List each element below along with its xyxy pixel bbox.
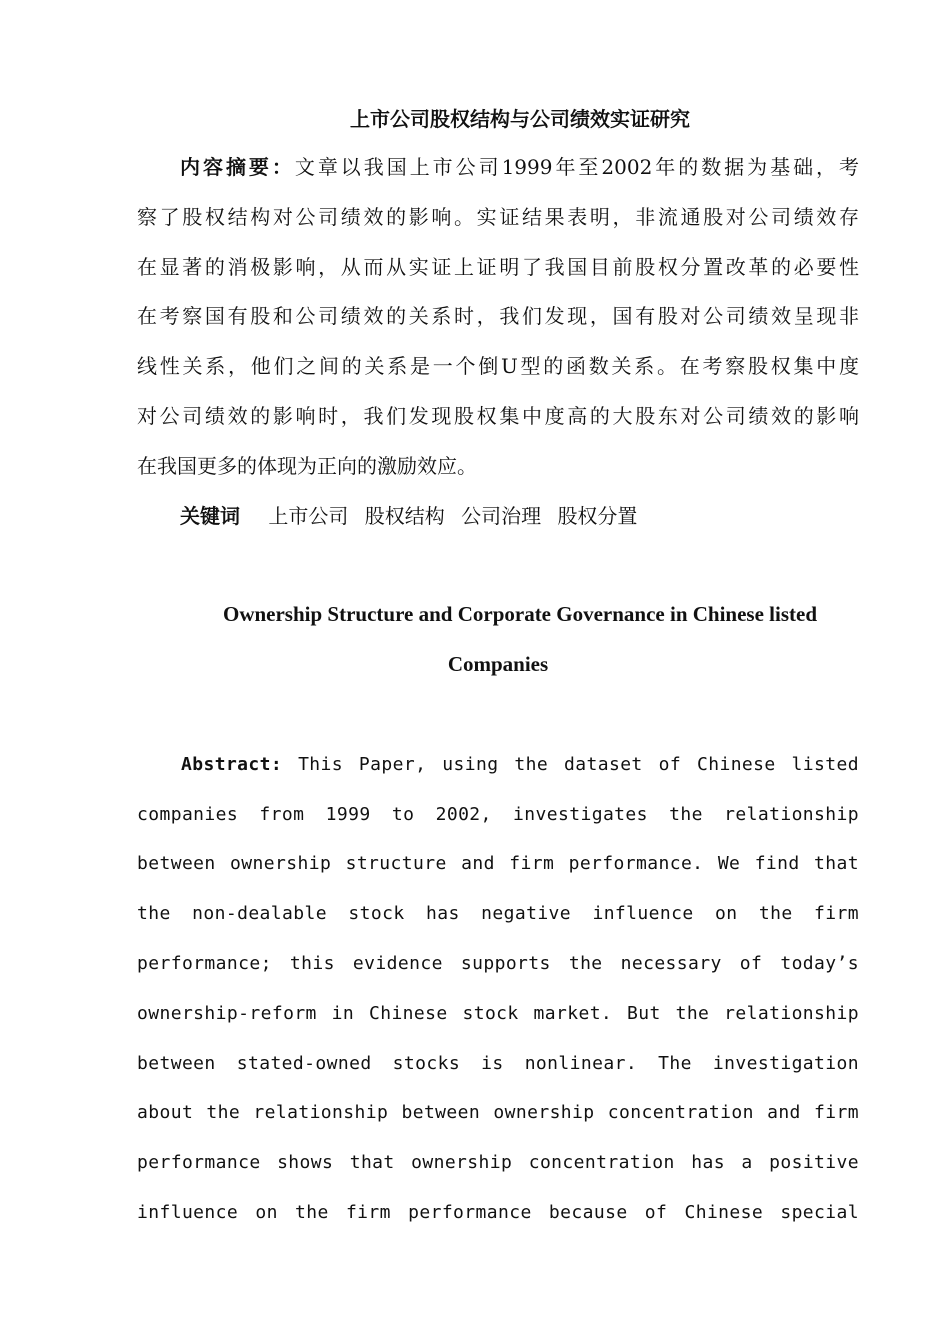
english-abstract-line-1: [181, 750, 859, 780]
chinese-keywords: [180, 501, 637, 531]
chinese-abstract-line-3: 在显著的消极影响，从而从实证上证明了我国目前股权分置改革的必要性: [137, 255, 859, 279]
english-abstract-line-6: ownership-reform in Chinese stock market. But the relationship: [137, 1003, 859, 1024]
chinese-abstract-line-2: 察了股权结构对公司绩效的影响。实证结果表明，非流通股对公司绩效存: [137, 205, 859, 229]
english-title-line-2: Companies: [447, 652, 549, 676]
keyword: 上市公司: [268, 504, 349, 528]
english-abstract-line-4: the non-dealable stock has negative influence on the firm: [137, 903, 859, 924]
english-abstract-line-9: performance shows that ownership concentration has a positive: [137, 1152, 859, 1173]
english-abstract-line-7: between stated-owned stocks is nonlinear. The investigation: [137, 1053, 859, 1074]
english-abstract-line-10: influence on the firm performance because of Chinese special: [137, 1202, 859, 1223]
keyword: 股权分置: [557, 504, 638, 528]
chinese-abstract-line-7: 在我国更多的体现为正向的激励效应。: [137, 454, 477, 478]
english-abstract-line-5: performance; this evidence supports the necessary of today’s: [137, 953, 859, 974]
chinese-abstract-line-4: 在考察国有股和公司绩效的关系时，我们发现，国有股对公司绩效呈现非: [137, 304, 859, 328]
chinese-abstract-label: 内容摘要：: [180, 155, 295, 179]
english-abstract-line-2: companies from 1999 to 2002, investigates the relationship: [137, 804, 859, 825]
chinese-title: 上市公司股权结构与公司绩效实证研究: [350, 107, 690, 131]
keyword: 股权结构: [364, 504, 445, 528]
english-abstract-line-8: about the relationship between ownership concentration and firm: [137, 1102, 859, 1123]
chinese-abstract-line-1: [180, 152, 859, 182]
chinese-keywords-label: 关键词: [180, 504, 240, 528]
english-abstract-line-3: between ownership structure and firm performance. We find that: [137, 853, 859, 874]
chinese-abstract-line-5: 线性关系，他们之间的关系是一个倒U型的函数关系。在考察股权集中度: [137, 354, 859, 378]
keyword: 公司治理: [461, 504, 542, 528]
chinese-abstract-text: 文章以我国上市公司1999年至2002年的数据为基础，考: [294, 155, 860, 179]
chinese-abstract-line-6: 对公司绩效的影响时，我们发现股权集中度高的大股东对公司绩效的影响: [137, 404, 859, 428]
english-abstract-text: This Paper, using the dataset of Chinese listed: [298, 754, 859, 775]
english-title-line-1: Ownership Structure and Corporate Governance in Chinese listed: [222, 602, 818, 626]
english-abstract-label: Abstract:: [181, 754, 283, 775]
